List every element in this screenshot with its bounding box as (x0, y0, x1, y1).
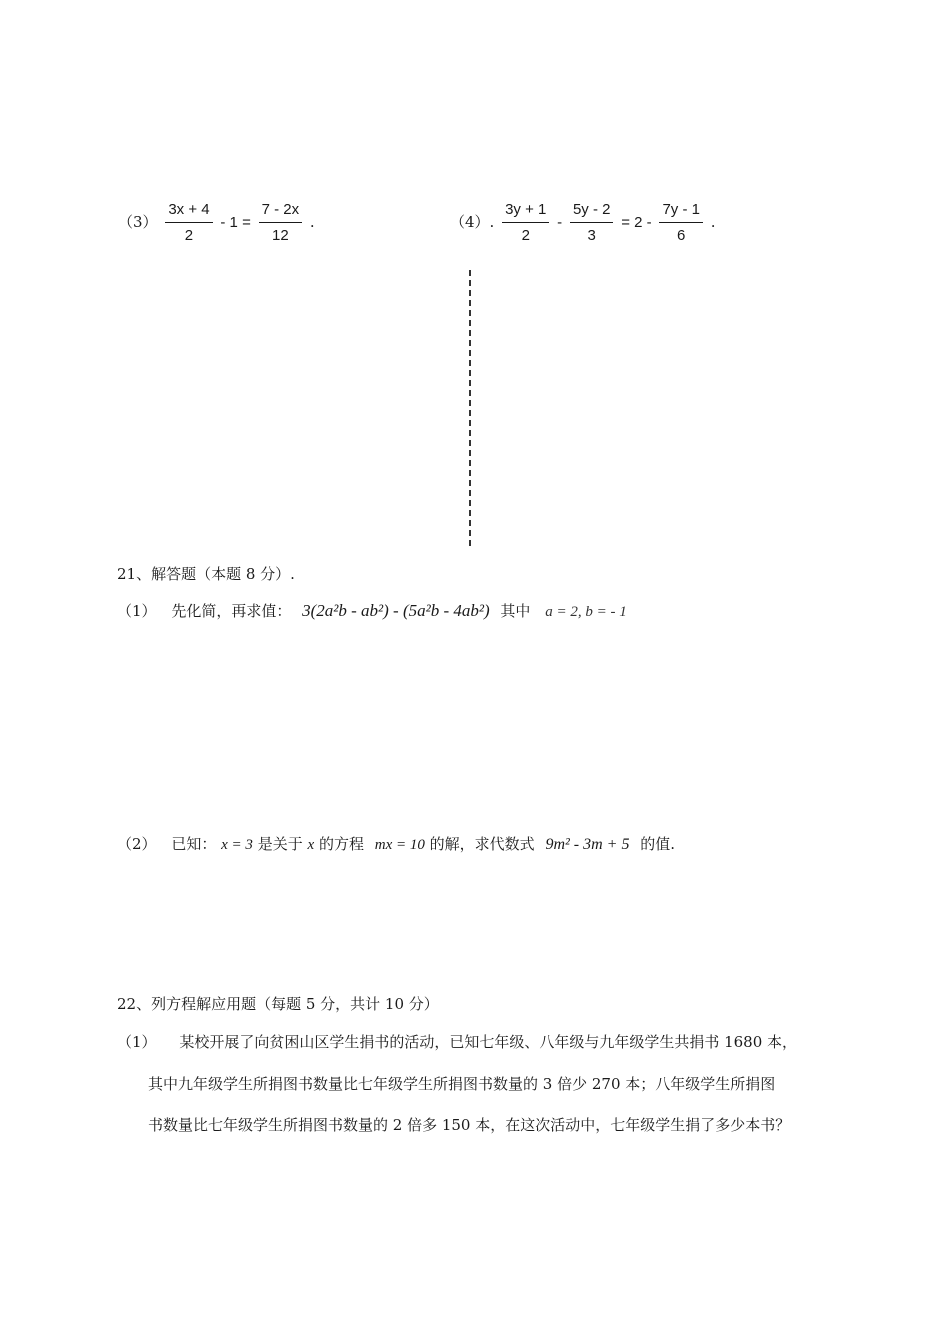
part-2-text-known: 已知： (171, 835, 217, 853)
problem-4 (450, 200, 716, 246)
equation-mx-10: mx = 10 (374, 837, 425, 853)
problem-3 (118, 200, 315, 246)
part-2-text-equation: 的方程 (318, 835, 364, 853)
where-text: 其中 (500, 602, 531, 620)
given-values: a = 2, b = - 1 (545, 604, 627, 620)
fraction-5y-minus-2: $\frac{5y - 2}{3}$ (570, 200, 614, 246)
part-2-text-about: 是关于 (257, 835, 303, 853)
fraction-3y-plus-1: $\frac{3y + 1}{2}$ (502, 200, 549, 246)
algebraic-expression: 9m² - 3m + 5 (545, 836, 630, 853)
question-21-part-2 (117, 833, 675, 854)
part-1-label: （1） (117, 1033, 157, 1051)
simplify-expression: 3(2a²b - ab²) - (5a²b - 4ab²) (302, 601, 490, 620)
part-2-text-value: 的值. (640, 835, 676, 853)
question-22-title: 22、列方程解应用题（每题 5 分，共计 10 分） (117, 995, 439, 1013)
question-21-part-1 (117, 600, 627, 621)
problem-3-label: （3） (118, 213, 158, 231)
question-22-part-1-line-3: 书数量比七年级学生所捐图书数量的 2 倍多 150 本，在这次活动中，七年级学生捐了多少本书？ (148, 1116, 791, 1134)
question-21-title: 21、解答题（本题 8 分）. (117, 565, 295, 583)
minus-one: - 1 = (220, 214, 251, 231)
operator-minus: - (557, 214, 563, 231)
operator-equals-two-minus: = 2 - (621, 214, 652, 231)
dashed-divider (469, 270, 471, 546)
part-2-label: （2） (117, 835, 157, 853)
fraction-3x-plus-4: $\frac{3x + 4}{2}$ (165, 200, 212, 246)
part-1-label: （1） (117, 602, 157, 620)
word-problem-line-1: 某校开展了向贫困山区学生捐书的活动，已知七年级、八年级与九年级学生共捐书 1680 本， (179, 1033, 798, 1051)
fraction-7-minus-2x: $\frac{7 - 2x}{12}$ (259, 200, 303, 246)
part-1-instruction: 先化简，再求值： (171, 602, 292, 620)
problem-4-label: （4）. (450, 213, 495, 231)
x-equals-3: x = 3 (221, 837, 253, 853)
period: . (710, 213, 716, 231)
question-22-part-1-line-2: 其中九年级学生所捐图书数量比七年级学生所捐图书数量的 3 倍少 270 本；八年级学生所捐图 (148, 1075, 776, 1093)
part-2-text-find: 的解，求代数式 (429, 835, 535, 853)
question-22-part-1-line-1 (117, 1031, 797, 1052)
fraction-7y-minus-1: $\frac{7y - 1}{6}$ (659, 200, 703, 246)
variable-x: x (307, 837, 315, 853)
period: . (309, 213, 315, 231)
